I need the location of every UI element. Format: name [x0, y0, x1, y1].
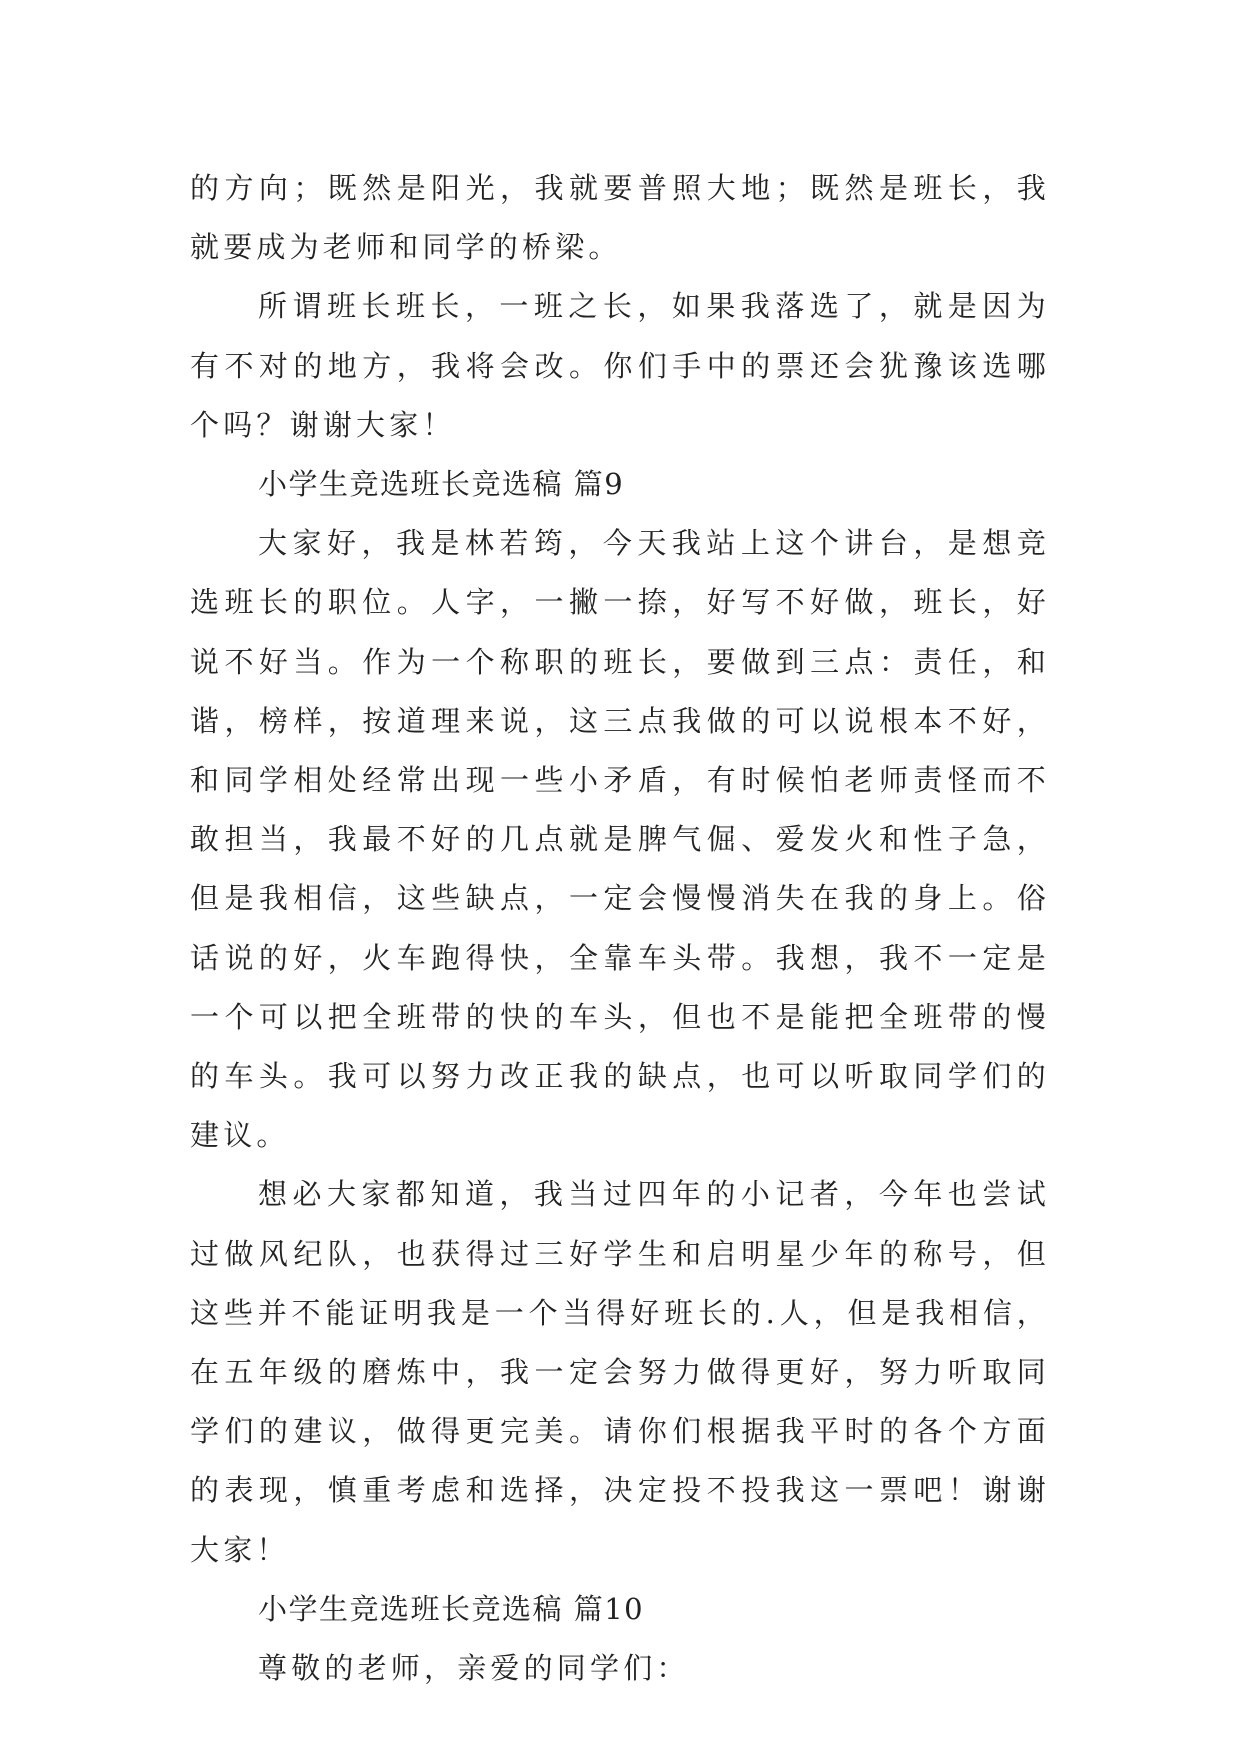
paragraph: 想必大家都知道，我当过四年的小记者，今年也尝试过做风纪队，也获得过三好学生和启明星少年的称号，但这些并不能证明我是一个当得好班长的.人，但是我相信，在五年级的磨炼中，我一定会努力做得更好，努力听取同学们的建议，做得更完美。请你们根据我平时的各个方面的表现，慎重考虑和选择，决定投不投我这一票吧！谢谢大家！ [190, 1177, 1050, 1567]
document-body [190, 159, 1050, 1698]
paragraph: 的方向；既然是阳光，我就要普照大地；既然是班长，我就要成为老师和同学的桥梁。 [190, 171, 1050, 265]
section-heading: 小学生竞选班长竞选稿 篇9 [258, 467, 625, 502]
paragraph: 所谓班长班长，一班之长，如果我落选了，就是因为有不对的地方，我将会改。你们手中的票还会犹豫该选哪个吗？谢谢大家！ [190, 289, 1050, 442]
section-heading: 小学生竞选班长竞选稿 篇10 [258, 1591, 645, 1626]
paragraph: 大家好，我是林若筠，今天我站上这个讲台，是想竞选班长的职位。人字，一撇一捺，好写不好做，班长，好说不好当。作为一个称职的班长，要做到三点：责任，和谐，榜样，按道理来说，这三点我做的可以说根本不好，和同学相处经常出现一些小矛盾，有时候怕老师责怪而不敢担当，我最不好的几点就是脾气倔、爱发火和性子急，但是我相信，这些缺点，一定会慢慢消失在我的身上。俗话说的好，火车跑得快，全靠车头带。我想，我不一定是一个可以把全班带的快的车头，但也不是能把全班带的慢的车头。我可以努力改正我的缺点，也可以听取同学们的建议。 [190, 526, 1050, 1153]
paragraph: 尊敬的老师，亲爱的同学们： [258, 1651, 690, 1686]
